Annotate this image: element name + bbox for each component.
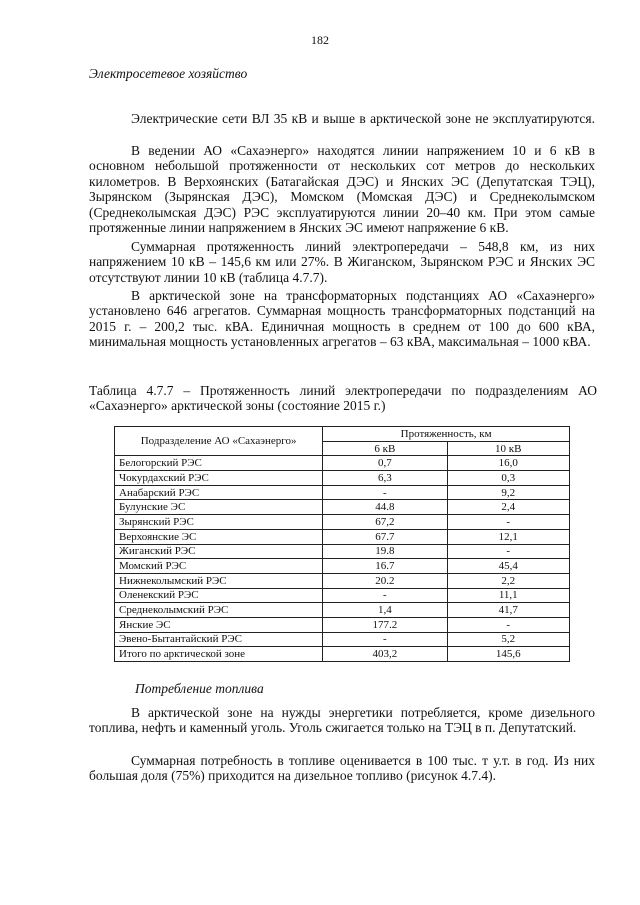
- cell-6kv: -: [323, 632, 447, 647]
- table-row: [115, 544, 570, 559]
- cell-division: Янские ЭС: [115, 617, 323, 632]
- cell-6kv: -: [323, 588, 447, 603]
- cell-10kv: 2,2: [447, 573, 569, 588]
- paragraph-4: В арктической зоне на трансформаторных подстанциях АО «Сахаэнерго» установлено 646 агрегатов. Суммарная мощность трансформаторных подстанций на 2015 г. – 200,2 тыс. кВА. Единичная мощность в среднем от 100 до 600 кВА, минимальная мощность установленных агрегатов – 63 кВА, максимальная – 1000 кВА.: [89, 288, 595, 350]
- table-row: [115, 559, 570, 574]
- cell-10kv: 2,4: [447, 500, 569, 515]
- cell-10kv: 45,4: [447, 559, 569, 574]
- table-row: [115, 456, 570, 471]
- section-heading-fuel-consumption: Потребление топлива: [135, 681, 264, 696]
- table-row: [115, 573, 570, 588]
- header-division: Подразделение АО «Сахаэнерго»: [115, 427, 323, 456]
- cell-division: Булунские ЭС: [115, 500, 323, 515]
- cell-division: Жиганский РЭС: [115, 544, 323, 559]
- cell-6kv: 44.8: [323, 500, 447, 515]
- power-lines-table: [114, 426, 570, 662]
- cell-10kv: 5,2: [447, 632, 569, 647]
- paragraph-2: В ведении АО «Сахаэнерго» находятся линии напряжением 10 и 6 кВ в основном небольшой протяженности от нескольких сот метров до нескольких километров. В Верхоянских (Батагайская ДЭС) и Янских ЭС (Депутатская ТЭЦ), Зырянском (Зырянская ДЭС), Момском (Момская ДЭС) и Среднеколымском (Среднеколымская ДЭС) РЭС эксплуатируются линии 20–40 км. При этом самые протяженные линии напряжением в Янских ЭС имеют напряжение 6 кВ.: [89, 143, 595, 236]
- paragraph-1: Электрические сети ВЛ 35 кВ и выше в арктической зоне не эксплуатируются.: [131, 111, 595, 126]
- cell-6kv: 67,2: [323, 515, 447, 530]
- header-length: Протяженность, км: [323, 427, 570, 442]
- paragraph-3: Суммарная протяженность линий электропередачи – 548,8 км, из них напряжением 10 кВ – 145,6 км или 27%. В Жиганском, Зырянском РЭС и Янских ЭС отсутствуют линии 10 кВ (таблица 4.7.7).: [89, 239, 595, 285]
- cell-10kv: 16,0: [447, 456, 569, 471]
- table-row: [115, 529, 570, 544]
- header-10kv: 10 кВ: [447, 441, 569, 456]
- cell-10kv: 9,2: [447, 485, 569, 500]
- table-caption: Таблица 4.7.7 – Протяженность линий электропередачи по подразделениям АО «Сахаэнерго» арктической зоны (состояние 2015 г.): [89, 383, 597, 414]
- table-row: [115, 500, 570, 515]
- cell-10kv: 11,1: [447, 588, 569, 603]
- table-row: [115, 588, 570, 603]
- cell-6kv: 0,7: [323, 456, 447, 471]
- table-row: [115, 647, 570, 662]
- cell-10kv: 0,3: [447, 471, 569, 486]
- cell-6kv: 67.7: [323, 529, 447, 544]
- table-row: [115, 471, 570, 486]
- table-row: [115, 617, 570, 632]
- paragraph-6: Суммарная потребность в топливе оценивается в 100 тыс. т у.т. в год. Из них большая доля (75%) приходится на дизельное топливо (рисунок 4.7.4).: [89, 753, 595, 784]
- cell-6kv: 403,2: [323, 647, 447, 662]
- cell-10kv: -: [447, 544, 569, 559]
- cell-6kv: 20.2: [323, 573, 447, 588]
- cell-division: Анабарский РЭС: [115, 485, 323, 500]
- cell-division: Белогорский РЭС: [115, 456, 323, 471]
- cell-6kv: -: [323, 485, 447, 500]
- cell-6kv: 16.7: [323, 559, 447, 574]
- cell-division: Чокурдахский РЭС: [115, 471, 323, 486]
- table-row: [115, 515, 570, 530]
- page-number: 182: [311, 33, 329, 47]
- cell-10kv: -: [447, 515, 569, 530]
- section-heading-electric-grid: Электросетевое хозяйство: [89, 66, 248, 81]
- cell-6kv: 177.2: [323, 617, 447, 632]
- cell-division: Среднеколымский РЭС: [115, 603, 323, 618]
- table-row: [115, 632, 570, 647]
- cell-10kv: 145,6: [447, 647, 569, 662]
- table-header-row: [115, 427, 570, 442]
- cell-division: Нижнеколымский РЭС: [115, 573, 323, 588]
- cell-10kv: -: [447, 617, 569, 632]
- cell-division: Итого по арктической зоне: [115, 647, 323, 662]
- cell-division: Момский РЭС: [115, 559, 323, 574]
- cell-6kv: 1,4: [323, 603, 447, 618]
- cell-6kv: 6,3: [323, 471, 447, 486]
- cell-division: Зырянский РЭС: [115, 515, 323, 530]
- cell-division: Верхоянские ЭС: [115, 529, 323, 544]
- cell-division: Эвено-Бытантайский РЭС: [115, 632, 323, 647]
- table-row: [115, 603, 570, 618]
- table-row: [115, 485, 570, 500]
- cell-10kv: 41,7: [447, 603, 569, 618]
- cell-6kv: 19.8: [323, 544, 447, 559]
- header-6kv: 6 кВ: [323, 441, 447, 456]
- paragraph-5: В арктической зоне на нужды энергетики потребляется, кроме дизельного топлива, нефть и каменный уголь. Уголь сжигается только на ТЭЦ в п. Депутатский.: [89, 705, 595, 736]
- cell-10kv: 12,1: [447, 529, 569, 544]
- cell-division: Оленекский РЭС: [115, 588, 323, 603]
